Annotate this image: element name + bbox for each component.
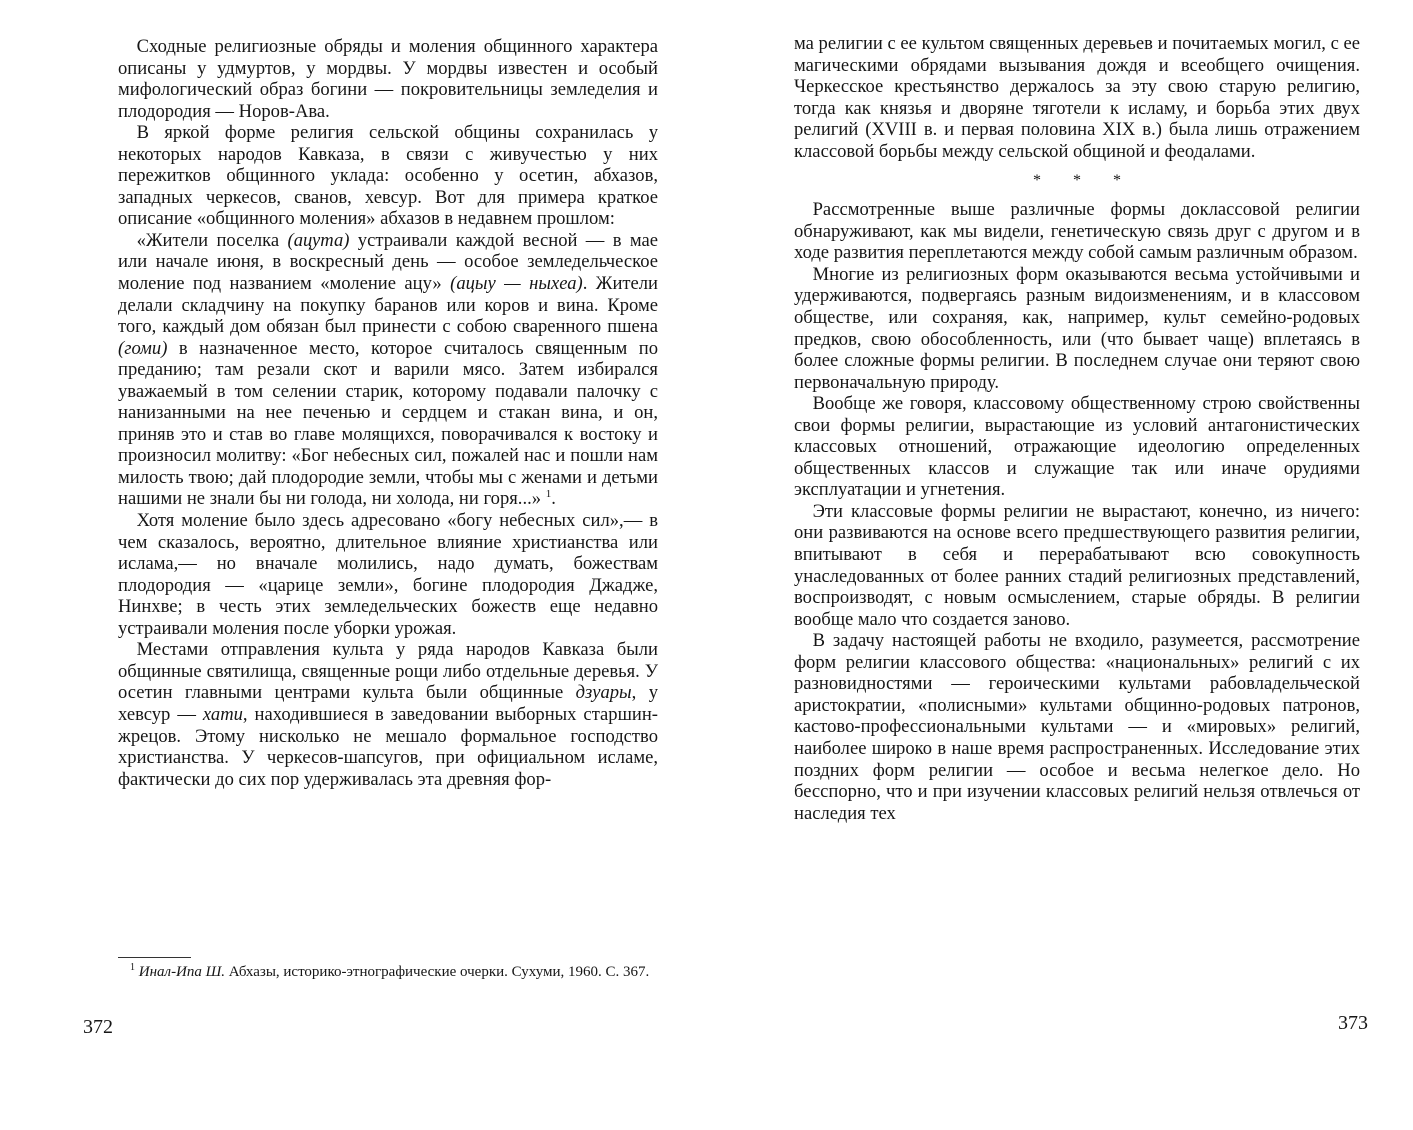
footnote-divider	[118, 957, 191, 958]
italic-term: (ацута)	[287, 229, 350, 251]
footnote-author: Инал-Ипа Ш.	[138, 964, 226, 980]
paragraph-continuation: ма религии с ее культом священных деревьев и почитаемых могил, с ее магическими обрядами вызывания дождя и всеобщего очищения. Черкесское крестьянство держалось за эту свою старую религию, тогда как князья и дворяне тяготели к исламу, и борьба этих двух религий (XVIII в. и первая половина XIX в.) была лишь отражением классовой борьбы между сельской общиной и феодалами.	[794, 33, 1360, 162]
italic-term: (ацыу — ныхеа)	[450, 273, 583, 295]
footnote-reference[interactable]: 1	[545, 488, 552, 501]
footnote	[118, 963, 658, 981]
right-page	[794, 0, 1368, 1130]
paragraph: Местами отправления культа у ряда народов Кавказа были общинные святилища, священные рощи либо отдельные деревья. У осетин главными центрами культа были общинные дзуары, у хевсур — хати, находившиеся в заведовании выборных старшин-жрецов. Этому нисколько не мешало формальное господство христианства. У черкесов-шапсугов, при официальном исламе, фактически до сих пор удерживалась эта древняя фор-	[118, 639, 659, 790]
paragraph: В яркой форме религия сельской общины сохранилась у некоторых народов Кавказа, в связи с живучестью у них пережитков общинного уклада: особенно у осетин, абхазов, западных черкесов, сванов, хевсур. Вот для примера краткое описание «общинного моления» абхазов в недавнем прошлом:	[118, 122, 658, 230]
paragraph: Хотя моление было здесь адресовано «богу небесных сил»,— в чем сказалось, вероятно, длительное влияние христианства или ислама,— но вначале молились, надо думать, божествам плодородия — «царице земли», богине плодородия Джадже, Нинхве; в честь этих земледельческих божеств еще недавно устраивали моления после уборки урожая.	[118, 510, 658, 639]
paragraph: Эти классовые формы религии не вырастают, конечно, из ничего: они развиваются на основе всего предшествующего развития религии, впитывают в себя и перерабатывают всю совокупность унаследованных от более ранних стадий религиозных представлений, воспроизводят, с новым осмыслением, старые обряды. В религии вообще мало что создается заново.	[794, 500, 1360, 630]
quotation-paragraph: «Жители поселка (ацута) устраивали каждой весной — в мае или начале июня, в воскресный день — особое земледельческое моление под названием «моление ацу» (ацыу — ныхеа). Жители делали складчину на покупку баранов или коров и вина. Кроме того, каждый дом обязан был принести с собою сваренного пшена (гоми) в назначенное место, которое считалось священным по преданию; там резали скот и варили мясо. Затем избирался уважаемый в том селении старик, которому подавали палочку с нанизанными на нее печенью и сердцем и стакан вина, и он, приняв это и став во главе молящихся, поворачивался к востоку и произносил молитву: «Бог небесных сил, пожалей нас и пошли нам милость твою; дай плодородие земли, чтобы мы с женами и детьми нашими не знали бы ни голода, ни холода, ни горя...» $^1$.	[118, 229, 659, 510]
italic-term: (гоми)	[118, 337, 168, 359]
paragraph: Вообще же говоря, классовому общественному строю свойственны свои формы религии, вырастающие из условий антагонистических классовых отношений, отражающие идеологию определенных общественных классов и служащие так или иначе орудиями эксплуатации и угнетения.	[794, 393, 1360, 501]
footnote-text: Абхазы, историко-этнографические очерки. Сухуми, 1960. С. 367.	[225, 964, 650, 980]
page-number: 372	[83, 1016, 113, 1038]
italic-term: дзуары	[575, 682, 632, 704]
left-page-text	[118, 36, 658, 790]
italic-term: хати	[202, 703, 243, 725]
paragraph: Сходные религиозные обряды и моления общинного характера описаны у удмуртов, у мордвы. У мордвы известен и особый мифологический образ богини — покровительницы земледелия и плодородия — Норов-Ава.	[118, 36, 658, 122]
page-number: 373	[1338, 1012, 1368, 1034]
footnote-mark: 1	[130, 962, 135, 973]
paragraph: Рассмотренные выше различные формы доклассовой религии обнаруживают, как мы видели, генетическую связь друг с другом и в ходе развития переплетаются между собой самым различным образом.	[794, 199, 1360, 264]
paragraph: В задачу настоящей работы не входило, разумеется, рассмотрение форм религии классового общества: «национальных» религий с их разновидностями — героическими культами рабовладельческой аристократии, «полисными» культами общинно-родовых патронов, кастово-профессиональными культами — и «мировых» религий, наиболее широко в наше время распространенных. Исследование этих поздних форм религии — особое и весьма нелегкое дело. Но бесспорно, что и при изучении классовых религий нельзя отвлечься от наследия тех	[794, 630, 1360, 824]
paragraph: Многие из религиозных форм оказываются весьма устойчивыми и удерживаются, подвергаясь разным видоизменениям, и в классовом обществе, или сохраняя, как, например, культ семейно-родовых предков, свою обособленность, или (что бывает чаще) вплетаясь в более сложные формы религии. В последнем случае они теряют свою первоначальную природу.	[794, 263, 1360, 393]
left-page	[83, 0, 659, 1130]
right-page-text	[794, 33, 1360, 824]
section-separator: * * *	[1033, 172, 1135, 190]
